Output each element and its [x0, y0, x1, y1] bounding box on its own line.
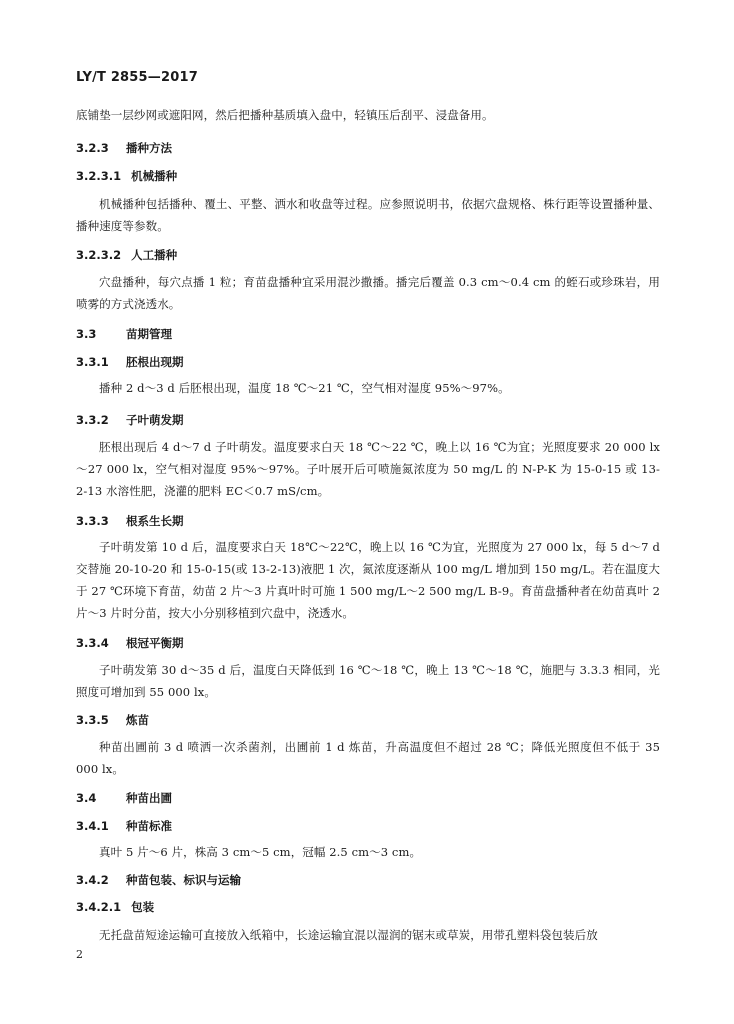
paragraph: 机械播种包括播种、覆土、平整、洒水和收盘等过程。应参照说明书，依据穴盘规格、株行距等设置播种量、播种速度等参数。 [76, 197, 660, 233]
section-heading [76, 354, 660, 370]
section-number: 3.3.1 [76, 355, 109, 369]
section-heading [76, 140, 660, 156]
section-title: 胚根出现期 [126, 355, 184, 369]
section-title: 种苗标准 [126, 819, 172, 833]
section-title: 根系生长期 [126, 514, 184, 528]
section-heading [76, 899, 660, 915]
section-heading [76, 412, 660, 428]
section-number: 3.4.1 [76, 819, 109, 833]
section-title: 种苗出圃 [126, 791, 172, 805]
section-number: 3.3 [76, 327, 97, 341]
section-title: 播种方法 [126, 141, 172, 155]
paragraph: 播种 2 d～3 d 后胚根出现，温度 18 ℃～21 ℃，空气相对湿度 95%～97%。 [99, 381, 510, 395]
section-number: 3.3.5 [76, 713, 109, 727]
paragraph: 胚根出现后 4 d～7 d 子叶萌发。温度要求白天 18 ℃～22 ℃，晚上以 16 ℃为宜；光照度要求 20 000 lx～27 000 lx，空气相对湿度 95%～97%。子叶展开后可喷施氮浓度为 50 mg/L 的 N-P-K 为 15-0-15 或 13-2-13 水溶性肥，浇灌的肥料 EC＜0.7 mS/cm。 [76, 440, 660, 498]
section-title: 人工播种 [131, 248, 178, 262]
section-heading [76, 635, 660, 651]
section-heading [76, 326, 660, 342]
paragraph: 种苗出圃前 3 d 喷洒一次杀菌剂，出圃前 1 d 炼苗，升高温度但不超过 28 ℃；降低光照度但不低于 35 000 lx。 [76, 740, 660, 776]
standard-number-header: LY/T 2855—2017 [76, 70, 198, 85]
section-number: 3.2.3.2 [76, 248, 122, 262]
section-heading [76, 168, 660, 184]
section-heading [76, 247, 660, 263]
section-number: 3.2.3 [76, 141, 109, 155]
section-title: 包装 [131, 900, 155, 914]
section-heading [76, 513, 660, 529]
page-number: 2 [76, 948, 83, 961]
section-number: 3.4.2.1 [76, 900, 122, 914]
section-heading [76, 872, 660, 888]
section-number: 3.4 [76, 791, 97, 805]
paragraph: 子叶萌发第 30 d～35 d 后，温度白天降低到 16 ℃～18 ℃，晚上 13 ℃～18 ℃，施肥与 3.3.3 相同，光照度可增加到 55 000 lx。 [76, 663, 660, 699]
section-number: 3.3.2 [76, 413, 109, 427]
section-title: 根冠平衡期 [126, 636, 184, 650]
paragraph: 无托盘苗短途运输可直接放入纸箱中，长途运输宜混以湿润的锯末或草炭，用带孔塑料袋包装后放 [99, 928, 598, 942]
paragraph: 子叶萌发第 10 d 后，温度要求白天 18℃～22℃，晚上以 16 ℃为宜，光照度为 27 000 lx，每 5 d～7 d 交替施 20-10-20 和 15-0-15(或 13-2-13)液肥 1 次，氮浓度逐渐从 100 mg/L 增加到 150 mg/L。若在温度大于 27 ℃环境下育苗，幼苗 2 片～3 片真叶时可施 1 500 mg/L～2 500 mg/L B-9。育苗盘播种者在幼苗真叶 2 片～3 片时分苗，按大小分别移植到穴盘中，浇透水。 [76, 540, 660, 620]
paragraph: 穴盘播种，每穴点播 1 粒；育苗盘播种宜采用混沙撒播。播完后覆盖 0.3 cm～0.4 cm 的蛭石或珍珠岩，用喷雾的方式浇透水。 [76, 275, 660, 311]
section-heading [76, 818, 660, 834]
section-title: 苗期管理 [126, 327, 172, 341]
section-title: 炼苗 [126, 713, 149, 727]
paragraph: 真叶 5 片～6 片，株高 3 cm～5 cm，冠幅 2.5 cm～3 cm。 [99, 845, 422, 859]
section-title: 子叶萌发期 [126, 413, 184, 427]
section-title: 机械播种 [131, 169, 178, 183]
section-number: 3.3.4 [76, 636, 109, 650]
section-number: 3.4.2 [76, 873, 109, 887]
section-title: 种苗包装、标识与运输 [126, 873, 241, 887]
section-heading [76, 712, 660, 728]
section-number: 3.2.3.1 [76, 169, 122, 183]
section-number: 3.3.3 [76, 514, 109, 528]
paragraph: 底铺垫一层纱网或遮阳网，然后把播种基质填入盘中，轻镇压后刮平、浸盘备用。 [76, 108, 494, 122]
section-heading [76, 790, 660, 806]
